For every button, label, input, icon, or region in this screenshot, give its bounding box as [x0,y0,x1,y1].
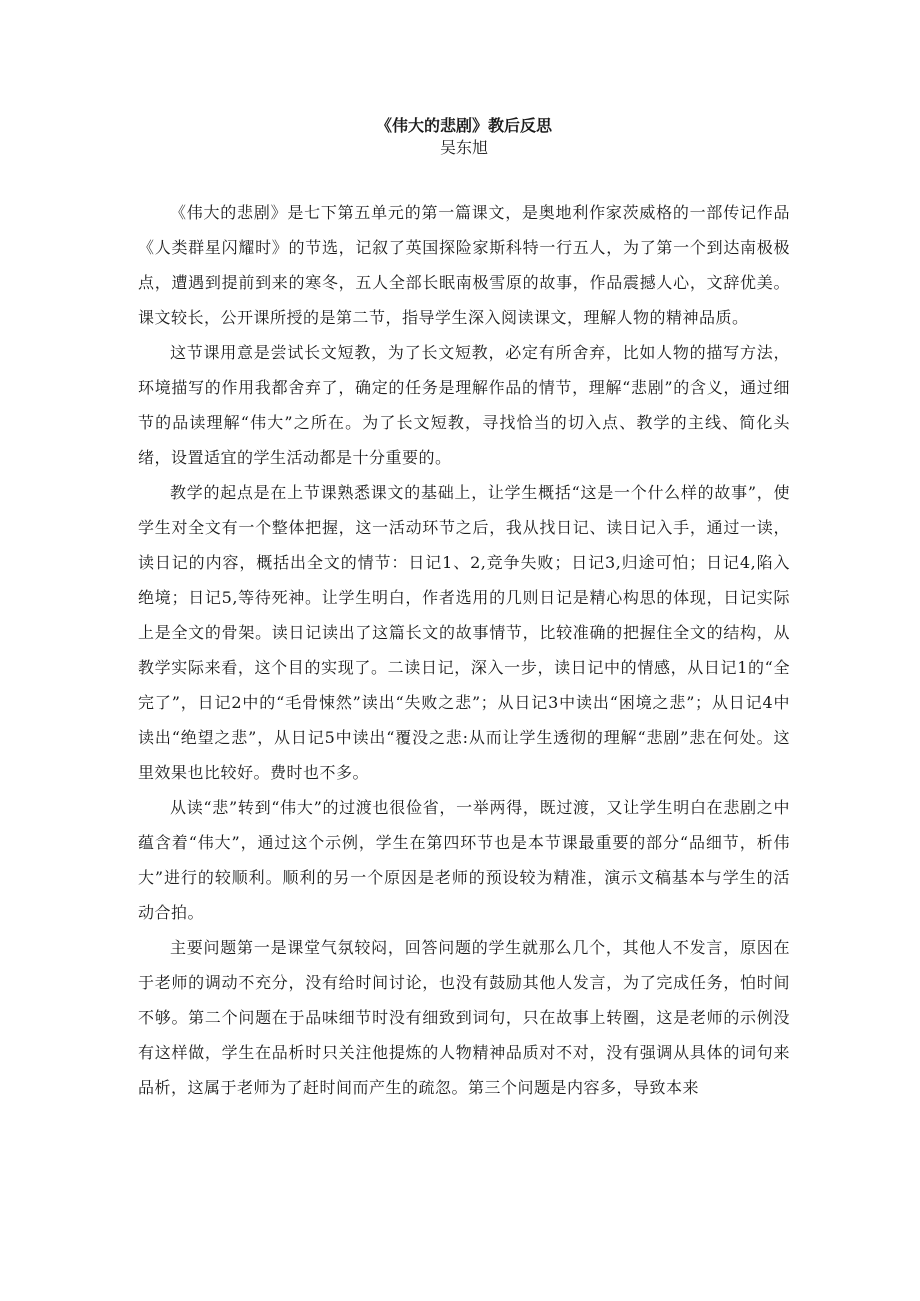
paragraph-problems: 主要问题第一是课堂气氛较闷，回答问题的学生就那么几个，其他人不发言，原因在于老师的调动不充分，没有给时间讨论，也没有鼓励其他人发言，为了完成任务，怕时间不够。第二个问题在于品味细节时没有细致到词句，只在故事上转圈，这是老师的示例没有这样做，学生在品析时只关注他提炼的人物精神品质对不对，没有强调从具体的词句来品析，这属于老师为了赶时间而产生的疏忽。第三个问题是内容多，导致本来 [138,938,790,1097]
document-page [138,115,790,1105]
document-author: 吴东旭 [439,138,488,157]
paragraph-intro: 《伟大的悲剧》是七下第五单元的第一篇课文，是奥地利作家茨威格的一部传记作品《人类群星闪耀时》的节选，记叙了英国探险家斯科特一行五人，为了第一个到达南极极点，遭遇到提前到来的寒冬，五人全部长眠南极雪原的故事，作品震撼人心，文辞优美。课文较长，公开课所授的是第二节，指导学生深入阅读课文，理解人物的精神品质。 [138,203,790,327]
paragraph-process: 教学的起点是在上节课熟悉课文的基础上，让学生概括“这是一个什么样的故事”，使学生对全文有一个整体把握，这一活动环节之后，我从找日记、读日记入手，通过一读，读日记的内容，概括出全文的情节：日记1、2,竞争失败；日记3,归途可怕；日记4,陷入绝境；日记5,等待死神。让学生明白，作者选用的几则日记是精心构思的体现，日记实际上是全文的骨架。读日记读出了这篇长文的故事情节，比较准确的把握住全文的结构，从教学实际来看，这个目的实现了。二读日记，深入一步，读日记中的情感，从日记1的“全完了”，日记2中的“毛骨悚然”读出“失败之悲”；从日记3中读出“困境之悲”；从日记4中读出“绝望之悲”，从日记5中读出“覆没之悲:从而让学生透彻的理解“悲剧”悲在何处。这里效果也比较好。费时也不多。 [138,483,790,782]
paragraph-transition: 从读“悲”转到“伟大”的过渡也很俭省，一举两得，既过渡，又让学生明白在悲剧之中蕴含着“伟大”，通过这个示例，学生在第四环节也是本节课最重要的部分“品细节，析伟大”进行的较顺利。顺利的另一个原因是老师的预设较为精准，演示文稿基本与学生的活动合拍。 [138,798,790,922]
paragraph-purpose: 这节课用意是尝试长文短教，为了长文短教，必定有所舍弃，比如人物的描写方法，环境描写的作用我都舍弃了，确定的任务是理解作品的情节，理解“悲剧”的含义，通过细节的品读理解“伟大”之所在。为了长文短教，寻找恰当的切入点、教学的主线、简化头绪，设置适宜的学生活动都是十分重要的。 [138,343,790,467]
document-title: 《伟大的悲剧》教后反思 [375,116,552,135]
